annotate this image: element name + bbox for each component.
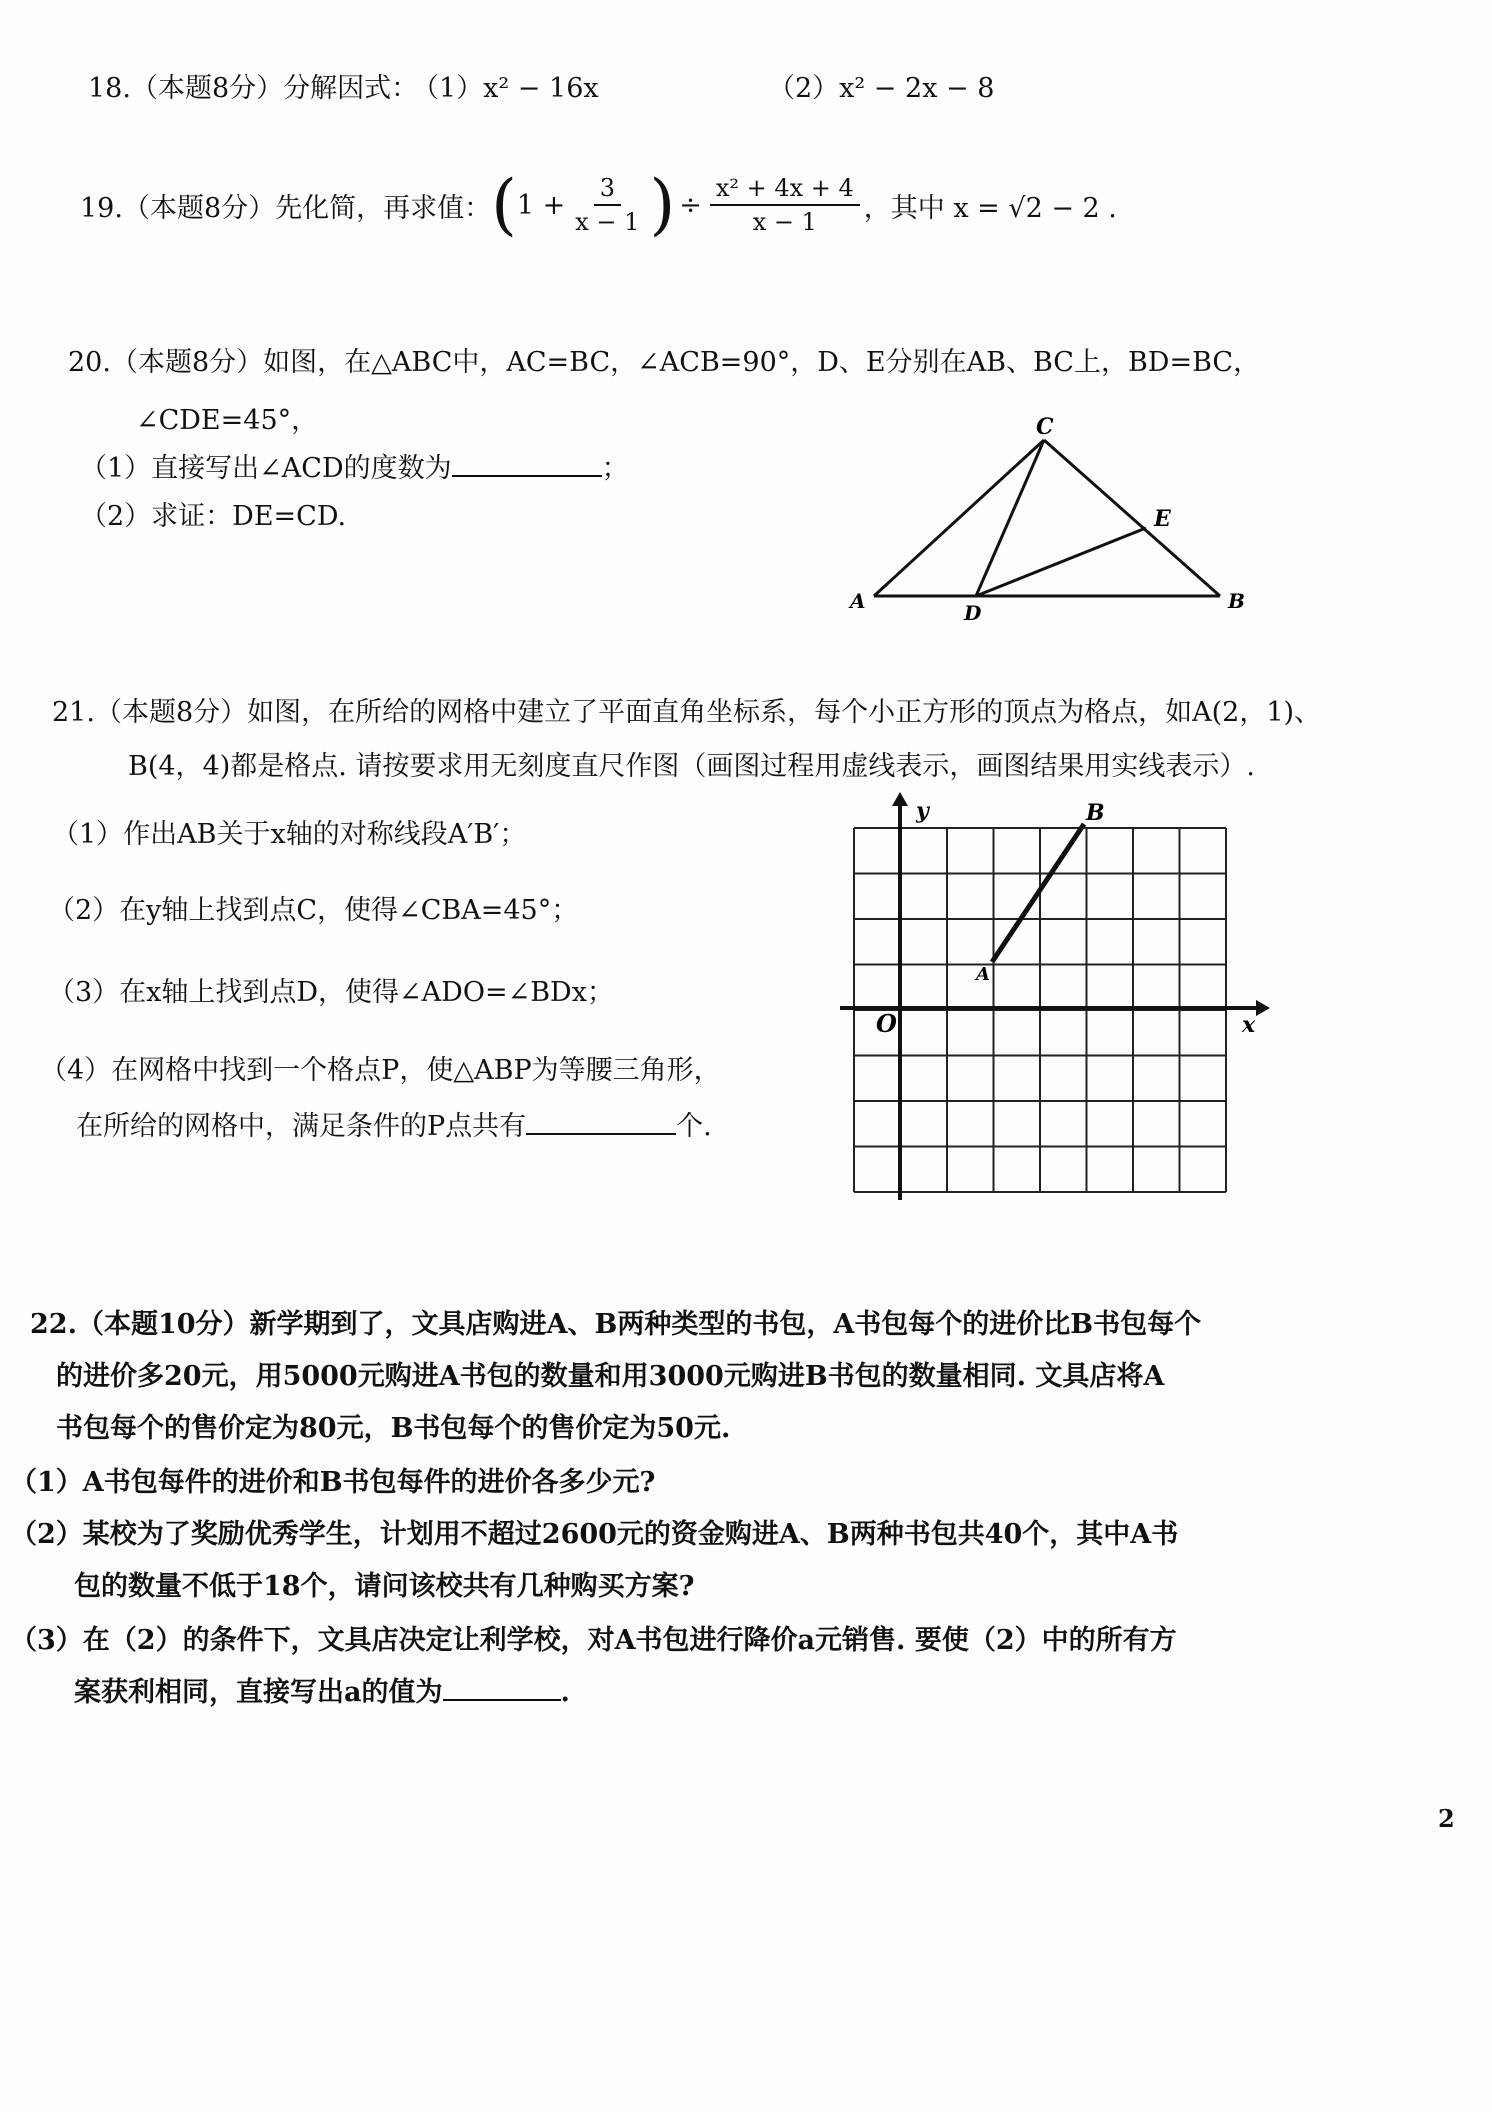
q21-line1: 21.（本题8分）如图，在所给的网格中建立了平面直角坐标系，每个小正方形的顶点为格点，如A(2，1)、 bbox=[52, 697, 1322, 728]
q19-open-paren: ( bbox=[491, 166, 517, 243]
q21-part3: （3）在x轴上找到点D，使得∠ADO=∠BDx； bbox=[48, 977, 614, 1008]
label-a: A bbox=[850, 589, 866, 613]
q21-part1: （1）作出AB关于x轴的对称线段A′B′； bbox=[52, 819, 527, 850]
q21-part4b-text: 在所给的网格中，满足条件的P点共有 bbox=[76, 1111, 527, 1142]
q20-line1: 20.（本题8分）如图，在△ABC中，AC=BC，∠ACB=90°，D、E分别在AB、BC上，BD=BC， bbox=[68, 347, 1261, 378]
label-d: D bbox=[964, 601, 982, 625]
q22-line1: 22.（本题10分）新学期到了，文具店购进A、B两种类型的书包，A书包每个的进价比B书包每个 bbox=[30, 1309, 1202, 1340]
label-origin: O bbox=[876, 1009, 897, 1038]
segment-ab bbox=[992, 824, 1084, 962]
q22-line3: 书包每个的售价定为80元，B书包每个的售价定为50元. bbox=[56, 1413, 731, 1444]
q19-fraction-2-denominator: x − 1 bbox=[752, 208, 817, 236]
q19-heading: 19.（本题8分）先化简，再求值： bbox=[80, 192, 492, 224]
q21-part4b-end: 个. bbox=[676, 1111, 712, 1142]
label-e: E bbox=[1154, 506, 1171, 532]
q19-line bbox=[80, 166, 1117, 243]
q22-answer-blank[interactable] bbox=[443, 1699, 561, 1701]
q22-part2b: 包的数量不低于18个，请问该校共有几种购买方案? bbox=[74, 1571, 695, 1602]
q21-line2: B(4，4)都是格点. 请按要求用无刻度直尺作图（画图过程用虚线表示，画图结果用实线表示）. bbox=[128, 751, 1256, 782]
q22-part3a: （3）在（2）的条件下，文具店决定让利学校，对A书包进行降价a元销售. 要使（2）中的所有方 bbox=[10, 1625, 1177, 1656]
segment-ac bbox=[874, 440, 1044, 596]
q18-part1: （1）x² − 16x bbox=[412, 73, 599, 104]
label-y: y bbox=[916, 798, 929, 824]
q21-grid-figure bbox=[830, 790, 1270, 1210]
q21-part4b bbox=[76, 1104, 712, 1143]
segment-cb bbox=[1044, 440, 1220, 596]
q19-divide-sign: ÷ bbox=[679, 189, 702, 221]
q19-close-paren: ) bbox=[649, 166, 676, 243]
q20-answer-blank[interactable] bbox=[452, 475, 602, 477]
label-x: x bbox=[1242, 1012, 1256, 1038]
q22-part3b-end: . bbox=[560, 1677, 570, 1708]
label-b: B bbox=[1228, 589, 1245, 613]
label-b: B bbox=[1086, 800, 1105, 826]
q19-one-plus: 1 + bbox=[516, 189, 566, 221]
q21-part4a: （4）在网格中找到一个格点P，使△ABP为等腰三角形， bbox=[40, 1055, 721, 1086]
q18-heading: 18.（本题8分）分解因式： bbox=[88, 73, 419, 104]
q20-part1 bbox=[80, 446, 629, 485]
q22-line2: 的进价多20元，用5000元购进A书包的数量和用3000元购进B书包的数量相同. 文具店将A bbox=[56, 1361, 1165, 1392]
q20-triangle-figure bbox=[840, 400, 1260, 630]
label-c: C bbox=[1036, 414, 1054, 440]
q19-fraction-2 bbox=[710, 174, 860, 236]
x-axis-arrow-icon bbox=[1256, 1000, 1270, 1016]
q22-part1: （1）A书包每件的进价和B书包每件的进价各多少元? bbox=[10, 1467, 656, 1498]
page-number: 2 bbox=[1438, 1804, 1455, 1833]
q20-part2: （2）求证：DE=CD. bbox=[80, 501, 347, 532]
q20-line2: ∠CDE=45°， bbox=[136, 405, 319, 436]
q19-fraction-2-numerator: x² + 4x + 4 bbox=[710, 174, 860, 206]
q18-part2: （2）x² − 2x − 8 bbox=[768, 73, 995, 104]
q19-fraction-1-numerator: 3 bbox=[594, 174, 621, 206]
q19-fraction-1-denominator: x − 1 bbox=[575, 208, 640, 236]
q19-tail: ，其中 x = √2 − 2 . bbox=[863, 192, 1117, 224]
label-a: A bbox=[976, 964, 990, 985]
y-axis-arrow-icon bbox=[892, 792, 908, 806]
q21-answer-blank[interactable] bbox=[526, 1133, 676, 1135]
q19-fraction-1 bbox=[569, 174, 645, 236]
q20-part1-end: ； bbox=[601, 453, 629, 484]
q20-part1-text: （1）直接写出∠ACD的度数为 bbox=[80, 453, 452, 484]
q22-part3b bbox=[74, 1670, 570, 1709]
q22-part3b-text: 案获利相同，直接写出a的值为 bbox=[74, 1677, 443, 1708]
q21-part2: （2）在y轴上找到点C，使得∠CBA=45°； bbox=[48, 895, 579, 926]
q22-part2a: （2）某校为了奖励优秀学生，计划用不超过2600元的资金购进A、B两种书包共40个，其中A书 bbox=[10, 1519, 1179, 1550]
